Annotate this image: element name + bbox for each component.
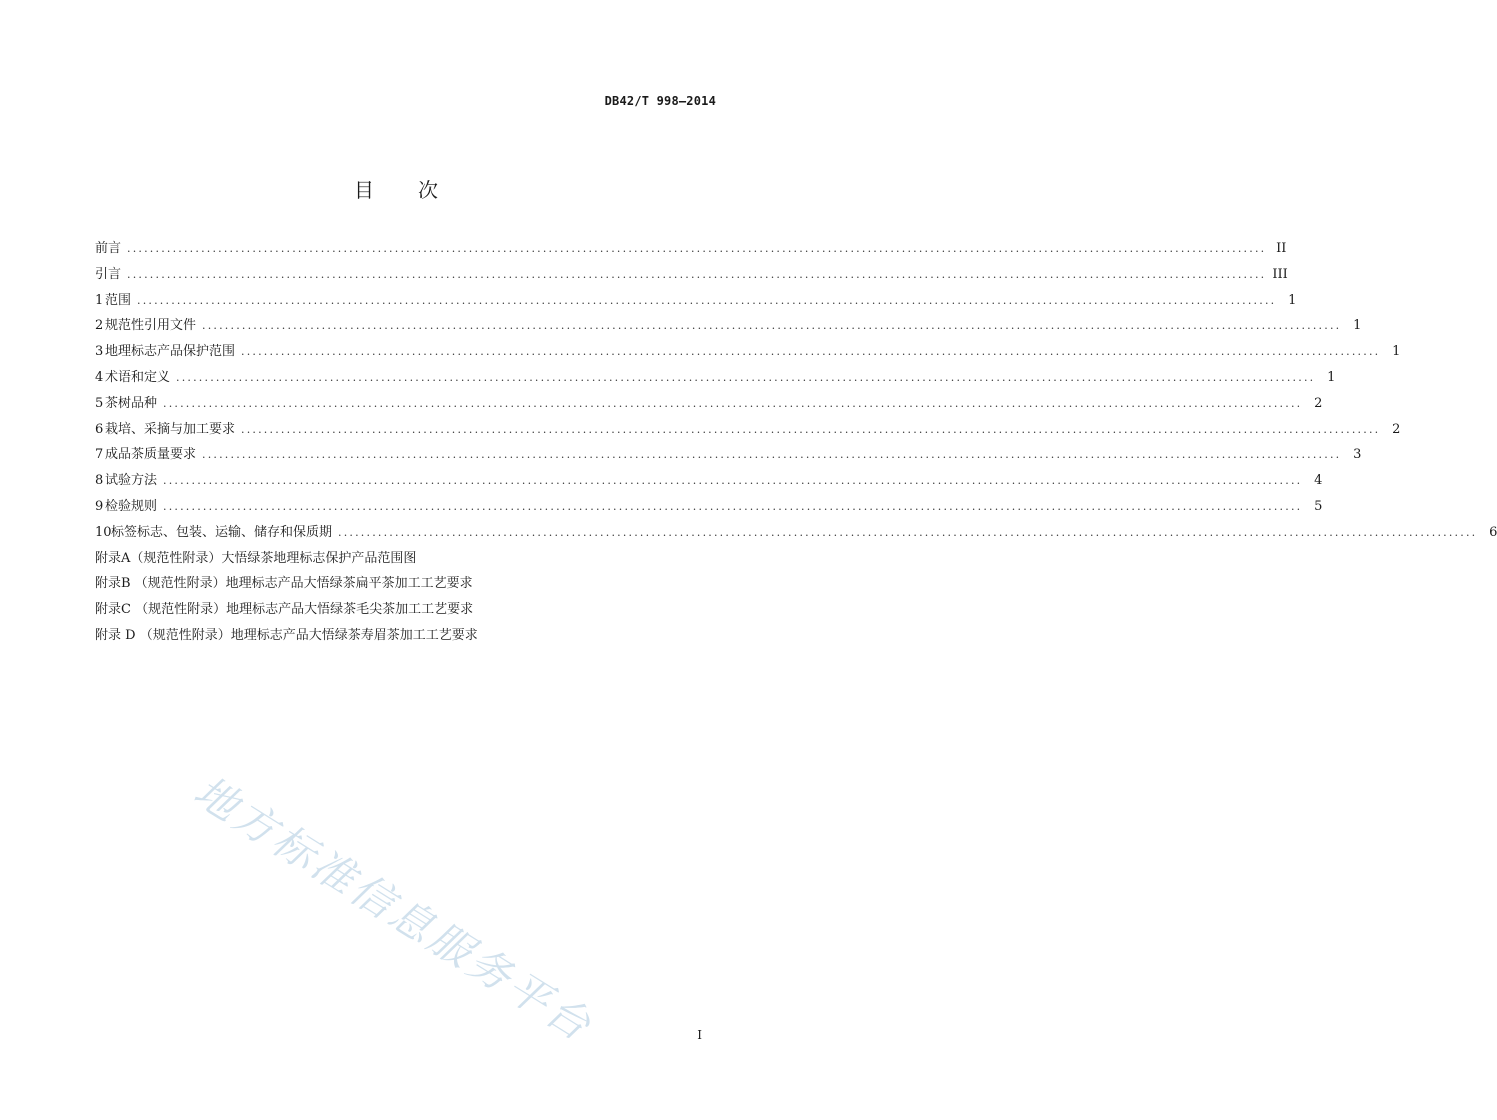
watermark: 地方标准信息服务平台 (185, 766, 602, 1052)
toc-entry-label: 范围 (105, 292, 132, 308)
toc-appendix-entry[interactable]: 附录A（规范性附录）大悟绿茶地理标志保护产品范围图 (95, 550, 417, 566)
toc-entry-page: 3 (1353, 447, 1362, 463)
toc-leader-dots: ........................................................................................................................................................................................................ (127, 242, 1267, 255)
toc-appendix-entry[interactable]: 附录C （规范性附录）地理标志产品大悟绿茶毛尖茶加工工艺要求 (95, 602, 474, 618)
toc-entry-label: 地理标志产品保护范围 (105, 344, 236, 360)
toc-entry-label: 栽培、采摘与加工要求 (105, 421, 236, 437)
toc-entry-label: 引言 (95, 266, 122, 282)
toc-leader-dots: ........................................................................................................................................................................................................ (202, 448, 1342, 462)
toc-entry-label: 检验规则 (105, 498, 158, 514)
toc-entry[interactable]: 6 栽培、采摘与加工要求 ........................................................................................................................................................................................................ 2 (95, 417, 711, 443)
toc-entry[interactable]: 9 检验规则 ........................................................................................................................................................................................................ 5 (95, 494, 711, 520)
toc-entry-label: 成品茶质量要求 (105, 447, 197, 463)
toc-entry-page: II (1276, 241, 1287, 256)
table-of-contents (95, 236, 1497, 649)
page-number: I (697, 1028, 702, 1042)
toc-entry[interactable]: 7 成品茶质量要求 ........................................................................................................................................................................................................ 3 (95, 442, 711, 468)
toc-entry-page: 6 (1489, 524, 1497, 540)
toc-entry[interactable]: 8 试验方法 ........................................................................................................................................................................................................ 4 (95, 468, 711, 494)
toc-entry-page: 2 (1392, 421, 1401, 437)
toc-entry-label: 茶树品种 (105, 395, 158, 411)
toc-entry-page: 5 (1314, 498, 1323, 514)
toc-entry-page: 1 (1327, 369, 1336, 385)
toc-appendix-entry[interactable]: 附录B （规范性附录）地理标志产品大悟绿茶扁平茶加工工艺要求 (95, 576, 473, 592)
toc-entry-label: 术语和定义 (105, 369, 171, 385)
toc-entry[interactable] (95, 262, 1288, 288)
toc-leader-dots: ........................................................................................................................................................................................................ (241, 422, 1381, 436)
toc-entries (95, 236, 1497, 546)
toc-leader-dots: ........................................................................................................................................................................................................ (241, 345, 1381, 359)
toc-leader-dots: ........................................................................................................................................................................................................ (202, 319, 1342, 333)
toc-leader-dots: ........................................................................................................................................................................................................ (338, 525, 1478, 539)
toc-entry-page: 1 (1353, 318, 1362, 334)
toc-leader-dots: ........................................................................................................................................................................................................ (127, 267, 1267, 281)
toc-entry[interactable]: 2 规范性引用文件 ........................................................................................................................................................................................................ 1 (95, 313, 711, 339)
toc-entry[interactable]: 5 茶树品种 ........................................................................................................................................................................................................ 2 (95, 391, 711, 417)
toc-leader-dots: ........................................................................................................................................................................................................ (163, 499, 1303, 513)
toc-leader-dots: ........................................................................................................................................................................................................ (137, 293, 1277, 307)
toc-leader-dots: ........................................................................................................................................................................................................ (176, 370, 1316, 384)
toc-entry-label: 前言 (95, 241, 122, 256)
toc-entry-page: 1 (1392, 344, 1401, 360)
toc-entry-page: 4 (1314, 473, 1323, 489)
toc-entry[interactable]: 10 标签标志、包装、运输、储存和保质期 ........................................................................................................................................................................................................ 6 (95, 520, 711, 546)
toc-entry-page: 1 (1288, 292, 1297, 308)
toc-leader-dots: ........................................................................................................................................................................................................ (163, 396, 1303, 410)
toc-entry[interactable]: 1 范围 ........................................................................................................................................................................................................ 1 (95, 288, 711, 314)
toc-appendix-entry[interactable]: 附录 D （规范性附录）地理标志产品大悟绿茶寿眉茶加工工艺要求 (95, 627, 478, 643)
toc-entry-page: 2 (1314, 395, 1323, 411)
toc-entry-label: 规范性引用文件 (105, 318, 197, 334)
toc-entry[interactable]: 3 地理标志产品保护范围 ........................................................................................................................................................................................................ 1 (95, 339, 711, 365)
toc-appendices (95, 546, 711, 649)
toc-entry-label: 试验方法 (105, 473, 158, 489)
standard-code: DB42/T 998—2014 (604, 94, 716, 108)
toc-entry[interactable]: 4 术语和定义 ........................................................................................................................................................................................................ 1 (95, 365, 711, 391)
toc-entry-page: III (1272, 266, 1288, 282)
toc-entry-label: 标签标志、包装、运输、储存和保质期 (111, 524, 333, 540)
toc-entry[interactable] (95, 236, 1287, 262)
toc-leader-dots: ........................................................................................................................................................................................................ (163, 474, 1303, 488)
toc-title: 目次 (354, 178, 482, 202)
